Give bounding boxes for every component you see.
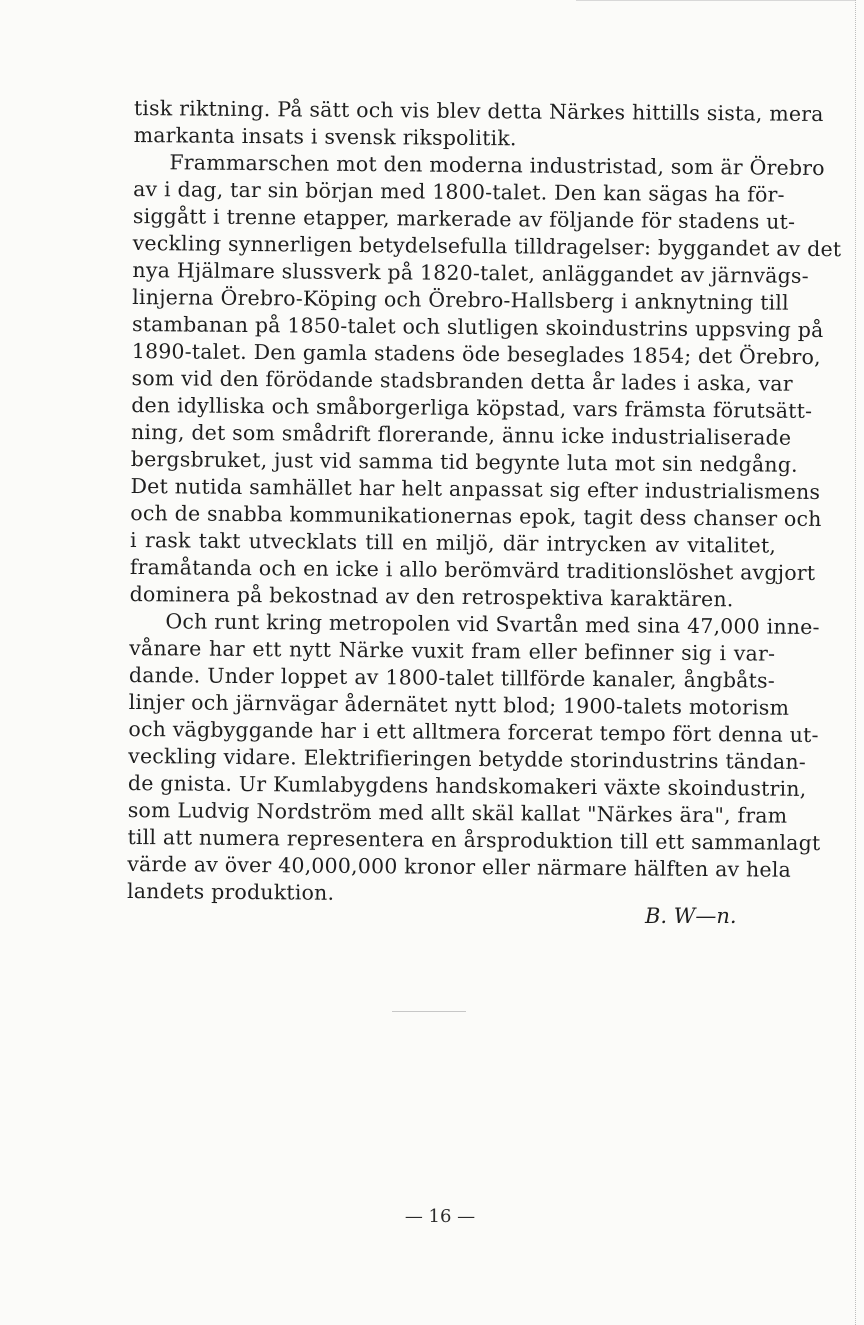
- text-line: till att numera representera en årsproduktion till ett sammanlagt: [127, 824, 821, 856]
- section-divider: [392, 1011, 466, 1012]
- text-line: Frammarschen mot den moderna industristad, som är Örebro: [169, 150, 825, 181]
- text-line: och de snabba kommunikationernas epok, tagit dess chanser och: [130, 500, 822, 532]
- text-line: av i dag, tar sin början med 1800-talet. Den kan sägas ha för-: [133, 176, 785, 207]
- text-line: Det nutida samhället har helt anpassat sig efter industrialismens: [130, 473, 821, 505]
- text-line: Och runt kring metropolen vid Svartån med sina 47,000 inne-: [165, 609, 820, 640]
- text-line: linjer och järnvägar ådernätet nytt blod; 1900-talets motorism: [128, 689, 790, 720]
- text-line: dominera på bekostnad av den retrospektiva karaktären.: [129, 581, 734, 612]
- text-line: landets produktion.: [126, 878, 335, 905]
- text-line: tisk riktning. På sätt och vis blev detta Närkes hittills sista, mera: [133, 95, 824, 127]
- text-line: linjerna Örebro-Köping och Örebro-Hallsberg i anknytning till: [132, 284, 789, 315]
- author-signature: B. W—n.: [645, 904, 737, 928]
- page-number: — 16 —: [404, 1206, 476, 1227]
- text-line: ning, det som smådrift florerande, ännu icke industrialiserade: [130, 419, 792, 450]
- text-line: nya Hjälmare slussverk på 1820-talet, anläggandet av järnvägs-: [132, 257, 809, 288]
- text-line: och vägbyggande har i ett alltmera forcerat tempo fört denna ut-: [128, 716, 819, 747]
- text-line: vånare har ett nytt Närke vuxit fram eller befinner sig i var-: [129, 635, 776, 666]
- body-text: [126, 95, 842, 911]
- text-line: värde av över 40,000,000 kronor eller närmare hälften av hela: [127, 851, 792, 882]
- text-line: dande. Under loppet av 1800-talet tillförde kanaler, ångbåts-: [128, 662, 776, 693]
- text-line: som Ludvig Nordström med allt skäl kallat "Närkes ära", fram: [127, 797, 788, 828]
- text-line: veckling vidare. Elektrifieringen betydde storindustrins tändan-: [128, 743, 807, 774]
- text-line: de gnista. Ur Kumlabygdens handskomakeri växte skoindustrin,: [127, 770, 807, 801]
- text-line: bergsbruket, just vid samma tid begynte luta mot sin nedgång.: [130, 446, 798, 477]
- text-line: veckling synnerligen betydelsefulla tilldragelser: byggandet av det: [132, 230, 842, 262]
- text-line: den idylliska och småborgerliga köpstad, vars främsta förutsätt-: [131, 392, 813, 423]
- text-line: 1890-talet. Den gamla stadens öde beseglades 1854; det Örebro,: [131, 338, 821, 370]
- page-top-edge: [576, 0, 856, 1]
- text-line: i rask takt utvecklats till en miljö, där intrycken av vitalitet,: [130, 527, 777, 558]
- text-line: framåtanda och en icke i allo berömvärd traditionslöshet avgjort: [129, 554, 816, 585]
- text-line: som vid den förödande stadsbranden detta år lades i aska, var: [131, 365, 793, 396]
- text-line: siggått i trenne etapper, markerade av följande för stadens ut-: [132, 203, 796, 234]
- text-line: markanta insats i svensk rikspolitik.: [133, 122, 517, 151]
- page-right-edge: [855, 0, 856, 1325]
- text-line: stambanan på 1850-talet och slutligen skoindustrins uppsving på: [131, 311, 824, 343]
